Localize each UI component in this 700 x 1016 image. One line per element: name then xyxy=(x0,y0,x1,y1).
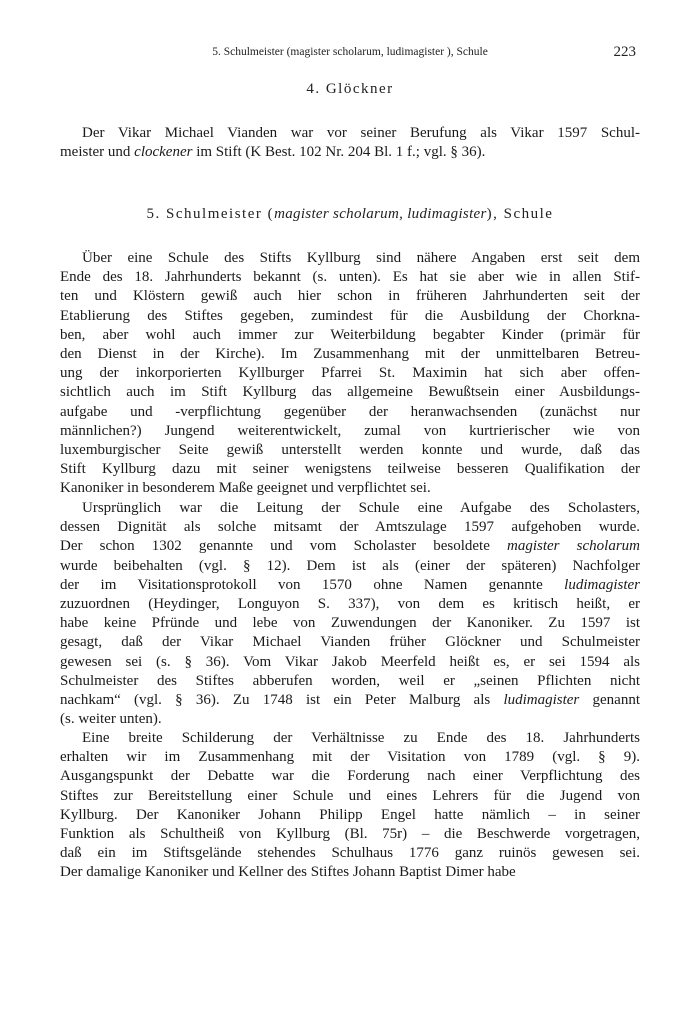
text-line: luxemburgischer Seite gewiß unterstellt werden konnte und wurde, daß das xyxy=(60,441,640,458)
text-line: Schulmeister des Stiftes abberufen worden, weil er „seinen Pflichten nicht xyxy=(60,672,640,689)
section-heading-schulmeister xyxy=(60,206,640,223)
paragraph-schule-2 xyxy=(60,499,640,729)
text-line: männlichen?) Jungend weiterentwickelt, zumal von kurtrierischer wie von xyxy=(60,422,640,439)
text-line: sichtlich auch im Stift Kyllburg das allgemeine Bewußtsein einer Ausbildungs- xyxy=(60,384,640,401)
text-line: Ende des 18. Jahrhunderts bekannt (s. unten). Es hat sie aber wie in allen Stif- xyxy=(60,269,640,286)
text-line: ten und Klöstern gewiß auch hier schon in früheren Jahrhunderten seit der xyxy=(60,288,640,305)
text-line: ung der inkorporierten Kyllburger Pfarrei St. Maximin hat sich aber offen- xyxy=(60,365,640,382)
page-number: 223 xyxy=(613,44,636,60)
text-line: Der damalige Kanoniker und Kellner des Stiftes Johann Baptist Dimer habe xyxy=(60,864,516,881)
text-line: meister und clockener im Stift (K Best. 102 Nr. 204 Bl. 1 f.; vgl. § 36). xyxy=(60,144,486,161)
text-line: gesagt, daß der Vikar Michael Vianden früher Glöckner und Schulmeister xyxy=(60,634,640,651)
text-line: gewesen sei (s. § 36). Vom Vikar Jakob Meerfeld heißt es, er sei 1594 als xyxy=(60,653,640,670)
heading-suffix: ), Schule xyxy=(486,206,554,222)
paragraph-schule-3 xyxy=(60,729,640,883)
text-line: wurde beibehalten (vgl. § 12). Dem ist als (einer der späteren) Nachfolger xyxy=(60,557,640,574)
heading-italic: magister scholarum, ludimagister xyxy=(274,206,487,222)
text-line: ben, aber wohl auch immer zur Weiterbildung begabter Kinder (primär für xyxy=(60,326,640,343)
text-line: Stiftes zur Bereitstellung einer Schule und eines Lehrers für die Jugend von xyxy=(60,787,640,804)
text-line: der im Visitationsprotokoll von 1570 ohne Namen genannte ludimagister xyxy=(60,576,640,593)
text-line: (s. weiter unten). xyxy=(60,711,162,728)
text-line: Der Vikar Michael Vianden war vor seiner Berufung als Vikar 1597 Schul- xyxy=(82,125,640,141)
text-line: Kanoniker in besonderem Maße geeignet und verpflichtet sei. xyxy=(60,480,431,497)
paragraph-schule-1 xyxy=(60,249,640,498)
text-line: Etablierung des Stiftes gegeben, zumindest für die Ausbildung der Chorkna- xyxy=(60,307,640,324)
text-line: nachkam“ (vgl. § 36). Zu 1748 ist ein Peter Malburg als ludimagister genannt xyxy=(60,691,640,708)
text-line: dessen Dignität als solche mitsamt der Amtszulage 1597 aufgehoben wurde. xyxy=(60,519,640,536)
text-line: Ursprünglich war die Leitung der Schule eine Aufgabe des Scholasters, xyxy=(82,500,640,516)
running-head-title: 5. Schulmeister (magister scholarum, ludimagister ), Schule xyxy=(212,46,488,58)
running-head xyxy=(60,44,640,64)
text-line: Funktion als Schultheiß von Kyllburg (Bl. 75r) – die Beschwerde vorgetragen, xyxy=(60,825,640,842)
text-line: daß ein im Stiftsgelände stehendes Schulhaus 1776 ganz ruinös gewesen sei. xyxy=(60,845,640,862)
text-line: Ausgangspunkt der Debatte war die Forderung nach einer Verpflichtung des xyxy=(60,768,640,785)
text-line: aufgabe und -verpflichtung gegenüber der heranwachsenden (zunächst nur xyxy=(60,403,640,420)
section-heading-gloeckner: 4. Glöckner xyxy=(306,81,394,97)
text-line: Der schon 1302 genannte und vom Scholaster besoldete magister scholarum xyxy=(60,538,640,555)
text-line: habe keine Pfründe und lebe von Zuwendungen der Kanoniker. Zu 1597 ist xyxy=(60,615,640,632)
text-line: Eine breite Schilderung der Verhältnisse zu Ende des 18. Jahrhunderts xyxy=(82,730,640,746)
text-line: den Dienst in der Kirche). Im Zusammenhang mit der unmittelbaren Betreu- xyxy=(60,345,640,362)
text-line: zuzuordnen (Heydinger, Longuyon S. 337), von dem es kritisch heißt, er xyxy=(60,595,640,612)
text-line: Kyllburg. Der Kanoniker Johann Philipp Engel hatte nämlich – in seiner xyxy=(60,806,640,823)
paragraph-gloeckner xyxy=(60,124,640,162)
text-line: Stift Kyllburg dazu mit seiner wenigstens teilweise besseren Qualifikation der xyxy=(60,461,640,478)
text-line: erhalten wir im Zusammenhang mit der Visitation von 1789 (vgl. § 9). xyxy=(60,749,640,766)
heading-prefix: 5. Schulmeister ( xyxy=(146,206,275,222)
text-line: Über eine Schule des Stifts Kyllburg sind nähere Angaben erst seit dem xyxy=(82,250,640,266)
